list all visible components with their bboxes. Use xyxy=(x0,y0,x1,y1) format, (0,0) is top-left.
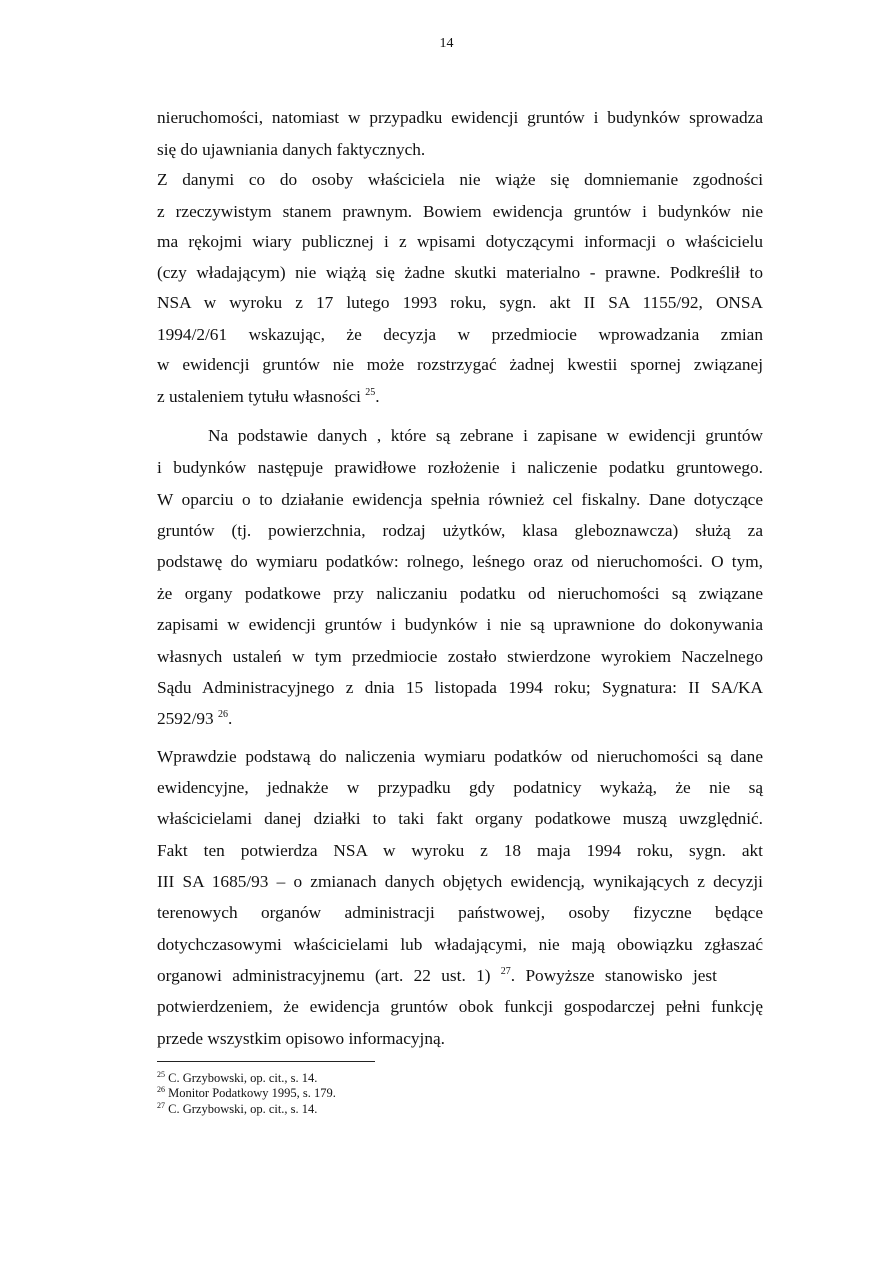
line-text: Wprawdzie podstawą do naliczenia wymiaru podatków od nieruchomości są dane xyxy=(157,747,763,766)
footnote-separator xyxy=(157,1061,375,1062)
line-text: własnych ustaleń w tym przedmiocie zostało stwierdzone wyrokiem Naczelnego xyxy=(157,647,763,666)
line-text: zapisami w ewidencji gruntów i budynków i nie są uprawnione do dokonywania xyxy=(157,615,763,634)
text-line xyxy=(157,170,763,190)
line-text: się do ujawniania danych faktycznych. xyxy=(157,140,426,159)
line-text: organowi administracyjnemu (art. 22 ust. 1) xyxy=(157,966,501,985)
line-text: nieruchomości, natomiast w przypadku ewidencji gruntów i budynków sprowadza xyxy=(157,108,763,127)
footnote-text: C. Grzybowski, op. cit., s. 14. xyxy=(165,1071,318,1085)
line-text: Sądu Administracyjnego z dnia 15 listopada 1994 roku; Sygnatura: II SA/KA xyxy=(157,678,763,697)
line-text: i budynków następuje prawidłowe rozłożenie i naliczenie podatku gruntowego. xyxy=(157,458,763,477)
line-text: Fakt ten potwierdza NSA w wyroku z 18 maja 1994 roku, sygn. akt xyxy=(157,841,763,860)
line-text: Na podstawie danych , które są zebrane i zapisane w ewidencji gruntów xyxy=(208,426,763,445)
line-text: 2592/93 xyxy=(157,709,218,728)
footnote-ref: 25 xyxy=(365,387,376,398)
text-line xyxy=(208,426,763,446)
footnote xyxy=(157,1071,317,1085)
footnote-text: Monitor Podatkowy 1995, s. 179. xyxy=(165,1086,336,1100)
line-text: terenowych organów administracji państwowej, osoby fizyczne będące xyxy=(157,903,763,922)
line-text-after: . xyxy=(375,387,380,406)
line-text: w ewidencji gruntów nie może rozstrzygać żadnej kwestii spornej związanej xyxy=(157,355,763,374)
text-line xyxy=(157,678,763,698)
line-text: że organy podatkowe przy naliczaniu podatku od nieruchomości są związane xyxy=(157,584,763,603)
line-text: III SA 1685/93 – o zmianach danych objętych ewidencją, wynikających z decyzji xyxy=(157,872,763,891)
text-line xyxy=(157,872,763,892)
line-text: Z danymi co do osoby właściciela nie wiąże się domniemanie zgodności xyxy=(157,170,763,189)
line-text: z rzeczywistym stanem prawnym. Bowiem ewidencja gruntów i budynków nie xyxy=(157,202,763,221)
footnote-ref: 27 xyxy=(500,966,511,977)
footnote-ref: 26 xyxy=(217,709,228,720)
line-text: potwierdzeniem, że ewidencja gruntów obok funkcji gospodarczej pełni funkcję xyxy=(157,997,763,1016)
line-text: właścicielami danej działki to taki fakt organy podatkowe muszą uwzględnić. xyxy=(157,809,763,828)
text-line xyxy=(157,966,763,986)
footnote xyxy=(157,1102,317,1116)
text-line xyxy=(157,997,763,1017)
text-line xyxy=(157,263,763,283)
line-text: (czy władającym) nie wiążą się żadne skutki materialno - prawne. Podkreślił to xyxy=(157,263,763,282)
text-line xyxy=(157,584,763,604)
text-line xyxy=(157,615,763,635)
text-line xyxy=(157,325,763,345)
text-line xyxy=(157,521,763,541)
line-text: ma rękojmi wiary publicznej i z wpisami dotyczącymi informacji o właścicielu xyxy=(157,232,763,251)
text-line xyxy=(157,140,763,160)
text-line xyxy=(157,935,763,955)
text-line xyxy=(157,293,763,313)
text-line xyxy=(157,647,763,667)
footnote xyxy=(157,1086,336,1100)
text-line xyxy=(157,778,763,798)
text-line xyxy=(157,458,763,478)
text-line xyxy=(157,490,763,510)
page-number: 14 xyxy=(439,36,454,51)
footnote-number: 27 xyxy=(157,1101,165,1110)
line-text-after: . Powyższe stanowisko jest xyxy=(510,966,717,985)
line-text: W oparciu o to działanie ewidencja spełnia również cel fiskalny. Dane dotyczące xyxy=(157,490,763,509)
footnote-number: 25 xyxy=(157,1070,165,1079)
text-line xyxy=(157,747,763,767)
text-line xyxy=(157,841,763,861)
text-line xyxy=(157,903,763,923)
footnote-text: C. Grzybowski, op. cit., s. 14. xyxy=(165,1102,318,1116)
text-line xyxy=(157,809,763,829)
text-line xyxy=(157,552,763,572)
line-text-after: . xyxy=(227,709,233,728)
line-text: gruntów (tj. powierzchnia, rodzaj użytków, klasa gleboznawcza) służą za xyxy=(157,521,763,540)
line-text: przede wszystkim opisowo informacyjną. xyxy=(157,1029,445,1048)
text-line xyxy=(157,387,763,407)
line-text: dotychczasowymi właścicielami lub władającymi, nie mają obowiązku zgłaszać xyxy=(157,935,763,954)
text-line xyxy=(157,202,763,222)
line-text: 1994/2/61 wskazując, że decyzja w przedmiocie wprowadzania zmian xyxy=(157,325,763,344)
text-line xyxy=(157,709,763,729)
text-line xyxy=(157,108,763,128)
line-text: NSA w wyroku z 17 lutego 1993 roku, sygn. akt II SA 1155/92, ONSA xyxy=(157,293,763,312)
text-line xyxy=(157,355,763,375)
text-line xyxy=(157,232,763,252)
text-line xyxy=(157,1029,763,1049)
line-text: ewidencyjne, jednakże w przypadku gdy podatnicy wykażą, że nie są xyxy=(157,778,763,797)
footnote-number: 26 xyxy=(157,1085,165,1094)
line-text: z ustaleniem tytułu własności xyxy=(157,387,366,406)
line-text: podstawę do wymiaru podatków: rolnego, leśnego oraz od nieruchomości. O tym, xyxy=(157,552,763,571)
